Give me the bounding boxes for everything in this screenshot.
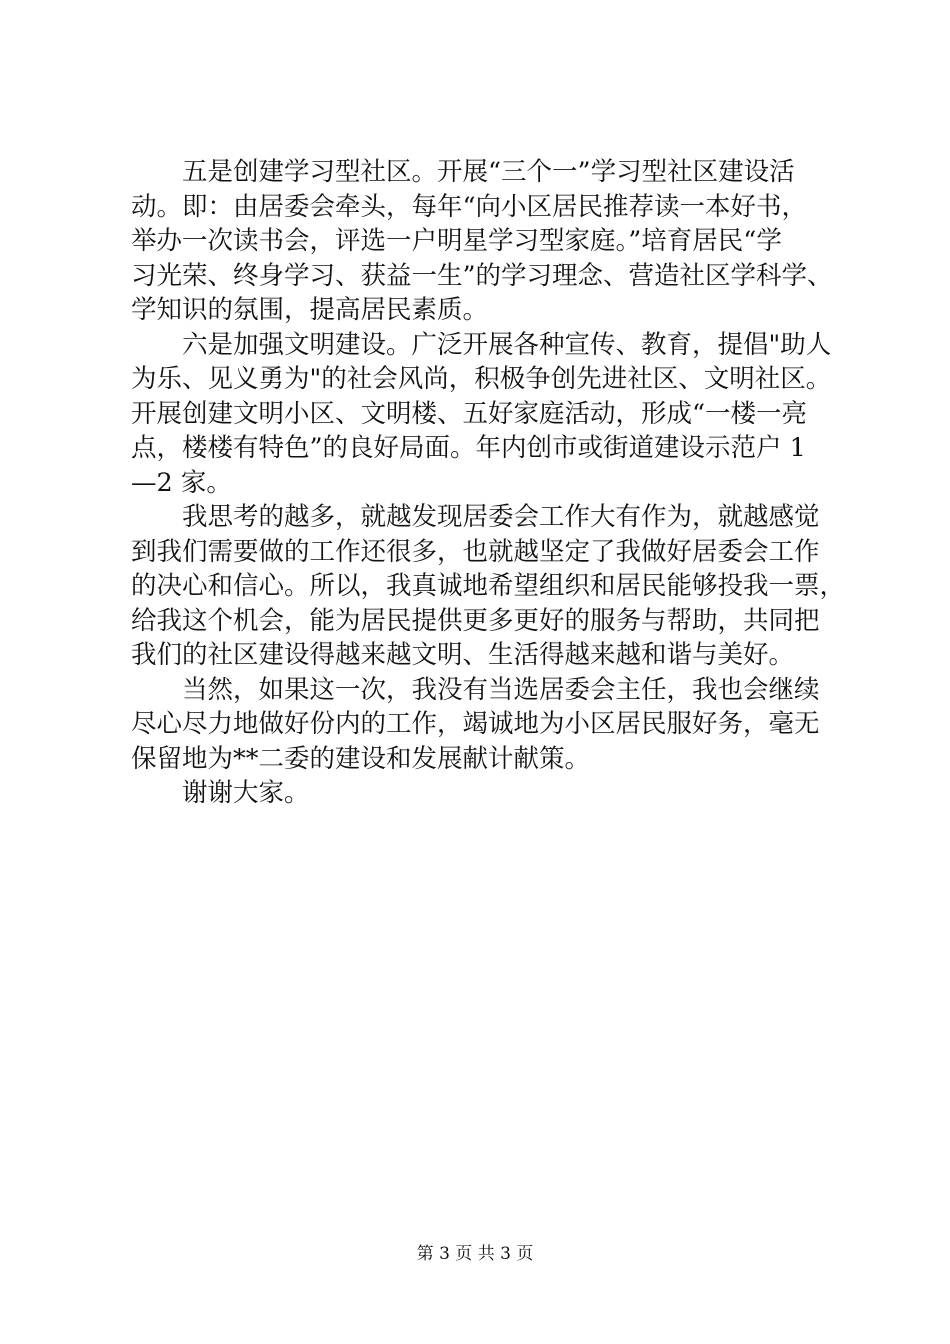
document-body xyxy=(131,155,851,811)
paragraph-line: 当然，如果这一次，我没有当选居委会主任，我也会继续 xyxy=(182,674,820,705)
paragraph-civilization xyxy=(131,328,851,501)
paragraph-line: 尽心尽力地做好份内的工作，竭诚地为小区居民服好务，毫无 xyxy=(131,709,820,739)
paragraph-line: 学知识的氛围，提高居民素质。 xyxy=(131,295,489,325)
paragraph-line: 开展创建文明小区、文明楼、五好家庭活动，形成“一楼一亮 xyxy=(131,398,808,429)
paragraph-line: 动。即：由居委会牵头，每年“向小区居民推荐读一本好书， xyxy=(131,191,808,222)
paragraph-line: 保留地为**二委的建设和发展献计献策。 xyxy=(131,743,591,774)
paragraph-line: 我们的社区建设得越来越文明、生活得越来越和谐与美好。 xyxy=(131,640,795,670)
paragraph-line: 的决心和信心。所以，我真诚地希望组织和居民能够投我一票， xyxy=(131,571,846,601)
paragraph-commitment xyxy=(131,673,851,777)
paragraph-line: 举办一次读书会，评选一户明星学习型家庭。”培育居民“学 xyxy=(131,226,782,256)
paragraph-line: 六是加强文明建设。广泛开展各种宣传、教育，提倡"助人 xyxy=(182,329,832,360)
paragraph-line: 我思考的越多，就越发现居委会工作大有作为，就越感觉 xyxy=(182,502,820,532)
paragraph-line: 到我们需要做的工作还很多，也就越坚定了我做好居委会工作 xyxy=(131,536,820,567)
paragraph-line: —2 家。 xyxy=(131,467,232,498)
page-footer xyxy=(0,1243,950,1265)
paragraph-line: 点，楼楼有特色”的良好局面。年内创市或街道建设示范户 1 xyxy=(131,433,806,463)
paragraph-line: 习光荣、终身学习、获益一生”的学习理念、营造社区学科学、 xyxy=(131,260,833,291)
paragraph-study-community xyxy=(131,155,851,328)
paragraph-line: 给我这个机会，能为居民提供更多更好的服务与帮助，共同把 xyxy=(131,605,820,636)
paragraph-line: 为乐、见义勇为"的社会风尚，积极争创先进社区、文明社区。 xyxy=(131,364,832,394)
paragraph-reflection xyxy=(131,500,851,673)
paragraph-line: 五是创建学习型社区。开展“三个一”学习型社区建设活 xyxy=(182,157,795,187)
page-number-label: 第 3 页 共 3 页 xyxy=(416,1244,534,1264)
paragraph-thanks xyxy=(131,776,851,811)
paragraph-line: 谢谢大家。 xyxy=(182,778,310,808)
